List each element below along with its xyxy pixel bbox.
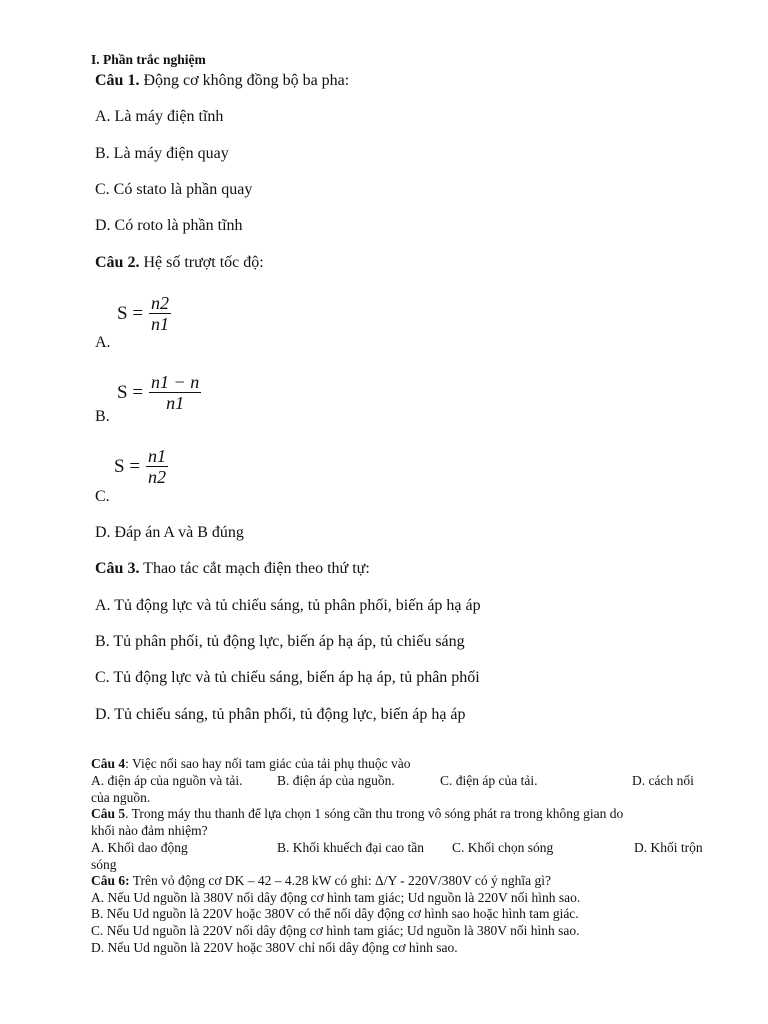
question-1-text: Động cơ không đồng bộ ba pha: bbox=[139, 72, 350, 89]
question-6-option-b: B. Nếu Ud nguồn là 220V hoặc 380V có thể nối dây động cơ hình sao hoặc hình tam giác. bbox=[91, 906, 579, 921]
question-2-formula-a bbox=[117, 293, 171, 334]
question-4-text: : Việc nối sao hay nối tam giác của tải phụ thuộc vào bbox=[125, 756, 411, 771]
formula-b-lhs: S = bbox=[117, 381, 144, 403]
question-5-text: . Trong máy thu thanh để lựa chọn 1 sóng cần thu trong vô sóng phát ra trong không gian do bbox=[125, 806, 624, 821]
question-2-text: Hệ số trượt tốc độ: bbox=[139, 254, 264, 271]
question-2-option-d: D. Đáp án A và B đúng bbox=[95, 524, 244, 541]
question-6-option-a: A. Nếu Ud nguồn là 380V nối dây động cơ hình tam giác; Ud nguồn là 220V nối hình sao. bbox=[91, 890, 581, 905]
question-5-label: Câu 5 bbox=[91, 806, 126, 821]
question-5 bbox=[91, 806, 623, 822]
formula-c-numerator: n1 bbox=[148, 446, 167, 466]
question-3-option-d: D. Tủ chiếu sáng, tủ phân phối, tủ động lực, biến áp hạ áp bbox=[95, 706, 466, 723]
question-1-option-b: B. Là máy điện quay bbox=[95, 145, 229, 162]
formula-b-denominator: n1 bbox=[166, 393, 185, 413]
question-5-option-b: B. Khối khuếch đại cao tần bbox=[277, 840, 424, 855]
question-3-label: Câu 3. bbox=[95, 560, 140, 577]
question-1-option-d: D. Có roto là phần tĩnh bbox=[95, 217, 243, 234]
question-5-option-a: A. Khối dao động bbox=[91, 840, 188, 855]
question-4-option-a: A. điện áp của nguồn và tải. bbox=[91, 773, 243, 788]
question-1 bbox=[95, 72, 349, 90]
question-5-option-d: D. Khối trộn bbox=[634, 840, 703, 855]
question-3-option-c: C. Tủ động lực và tủ chiếu sáng, biến áp hạ áp, tủ phân phối bbox=[95, 669, 480, 686]
question-3-text: Thao tác cắt mạch điện theo thứ tự: bbox=[139, 560, 370, 577]
formula-a-numerator: n2 bbox=[151, 293, 170, 313]
question-4-label: Câu 4 bbox=[91, 756, 126, 771]
formula-b-numerator: n1 − n bbox=[151, 372, 200, 392]
question-1-option-a: A. Là máy điện tĩnh bbox=[95, 108, 224, 125]
formula-a-lhs: S = bbox=[117, 302, 144, 324]
question-4 bbox=[91, 756, 411, 772]
question-6-option-c: C. Nếu Ud nguồn là 220V nối dây động cơ hình tam giác; Ud nguồn là 380V nối hình sao. bbox=[91, 923, 580, 938]
question-4-option-d-cont: của nguồn. bbox=[91, 790, 151, 805]
question-5-text-cont: khối nào đảm nhiệm? bbox=[91, 823, 208, 838]
formula-a-denominator: n1 bbox=[151, 314, 170, 334]
question-2-label: Câu 2. bbox=[95, 254, 140, 271]
question-1-option-c: C. Có stato là phần quay bbox=[95, 181, 253, 198]
question-1-label: Câu 1. bbox=[95, 72, 140, 89]
question-3 bbox=[95, 560, 370, 578]
formula-c-lhs: S = bbox=[114, 455, 141, 477]
question-2-option-b-letter: B. bbox=[95, 408, 110, 425]
question-6-option-d: D. Nếu Ud nguồn là 220V hoặc 380V chỉ nối dây động cơ hình sao. bbox=[91, 940, 458, 955]
question-4-option-d: D. cách nối bbox=[632, 773, 694, 788]
question-4-option-c: C. điện áp của tải. bbox=[440, 773, 538, 788]
question-3-option-a: A. Tủ động lực và tủ chiếu sáng, tủ phân phối, biến áp hạ áp bbox=[95, 597, 481, 614]
question-2 bbox=[95, 254, 264, 272]
section-title: I. Phần trắc nghiệm bbox=[91, 52, 206, 67]
formula-c-denominator: n2 bbox=[148, 467, 167, 487]
question-6 bbox=[91, 873, 551, 889]
question-2-formula-b bbox=[117, 372, 201, 413]
question-5-option-c: C. Khối chọn sóng bbox=[452, 840, 554, 855]
question-5-option-d-cont: sóng bbox=[91, 857, 117, 872]
question-4-option-b: B. điện áp của nguồn. bbox=[277, 773, 395, 788]
question-2-formula-c bbox=[114, 446, 168, 487]
question-3-option-b: B. Tủ phân phối, tủ động lực, biến áp hạ áp, tủ chiếu sáng bbox=[95, 633, 465, 650]
question-2-option-a-letter: A. bbox=[95, 334, 111, 351]
question-6-label: Câu 6: bbox=[91, 873, 130, 888]
question-2-option-c-letter: C. bbox=[95, 488, 110, 505]
question-6-text: Trên vỏ động cơ DK – 42 – 4.28 kW có ghi: Δ/Y - 220V/380V có ý nghĩa gì? bbox=[129, 873, 551, 888]
